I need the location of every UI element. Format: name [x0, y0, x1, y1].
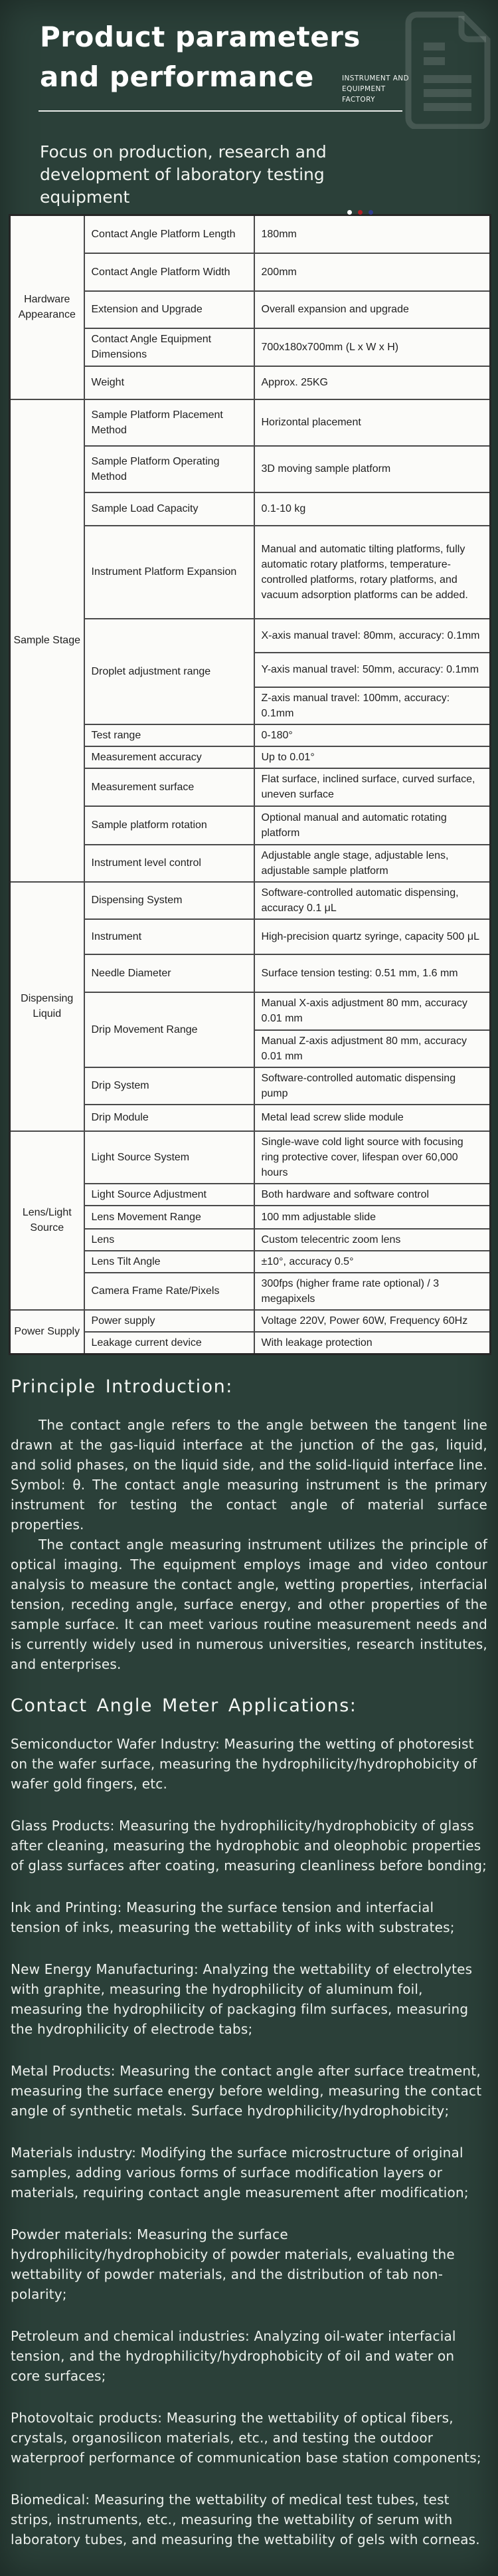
spec-value-cell: With leakage protection: [254, 1332, 491, 1354]
application-item: Petroleum and chemical industries: Analyzing oil-water interfacial tension, and the hydrophilicity/hydrophobicity of oil and water on core surfaces;: [11, 2327, 456, 2384]
spec-value-cell: Z-axis manual travel: 100mm, accuracy: 0.1mm: [254, 687, 491, 724]
principle-heading: Principle Introduction:: [11, 1376, 233, 1397]
spec-param-cell: Measurement accuracy: [84, 746, 254, 768]
spec-row: [10, 1310, 491, 1332]
spec-value-cell: 200mm: [254, 253, 491, 291]
spec-param-cell: Light Source System: [84, 1131, 254, 1184]
application-item: Semiconductor Wafer Industry: Measuring the wetting of photoresist on the wafer surface, measuring the hydrophilicity/hydrophobicity of wafer gold fingers, etc.: [11, 1735, 477, 1792]
page-title-line1: Product parameters: [40, 21, 361, 53]
application-item: Powder materials: Measuring the surface hydrophilicity/hydrophobicity of powder materials, evaluating the wettability of powder materials, and the distribution of tab non-polarity;: [11, 2226, 455, 2302]
spec-param-cell: Contact Angle Equipment Dimensions: [84, 328, 254, 366]
spec-param-cell: Sample Platform Operating Method: [84, 446, 254, 492]
spec-value-cell: Manual X-axis adjustment 80 mm, accuracy 0.01 mm: [254, 992, 491, 1030]
header-divider: [39, 110, 402, 112]
spec-category-cell: Dispensing Liquid: [10, 882, 84, 1131]
carousel-dot: [347, 210, 352, 215]
spec-table-body: [10, 215, 491, 1354]
spec-value-cell: High-precision quartz syringe, capacity 500 μL: [254, 919, 491, 954]
spec-category-cell: Sample Stage: [10, 399, 84, 882]
spec-value-cell: ±10°, accuracy 0.5°: [254, 1251, 491, 1273]
spec-param-cell: Drip Movement Range: [84, 992, 254, 1067]
subtitle-line1: Focus on production, research and: [40, 142, 327, 161]
spec-value-cell: Y-axis manual travel: 50mm, accuracy: 0.1mm: [254, 653, 491, 687]
spec-param-cell: Power supply: [84, 1310, 254, 1332]
application-item: New Energy Manufacturing: Analyzing the wettability of electrolytes with graphite, measuring the hydrophilicity of aluminum foil, measuring the hydrophilicity of packaging film surfaces, measuring the hydrophilicity of electrode tabs;: [11, 1961, 473, 2037]
spec-param-cell: Leakage current device: [84, 1332, 254, 1354]
application-item: Ink and Printing: Measuring the surface tension and interfacial tension of inks, measuring the wettability of inks with substrates;: [11, 1899, 455, 1935]
spec-value-cell: 0-180°: [254, 724, 491, 746]
spec-param-cell: Lens Tilt Angle: [84, 1251, 254, 1273]
application-item: Photovoltaic products: Measuring the wettability of optical fibers, crystals, organosilicon materials, etc., and testing the outdoor waterproof performance of communication base station components;: [11, 2409, 481, 2466]
spec-value-cell: 100 mm adjustable slide: [254, 1206, 491, 1229]
header: [0, 0, 498, 209]
spec-category-cell: Hardware Appearance: [10, 215, 84, 399]
factory-label-line2: EQUIPMENT: [342, 85, 386, 93]
carousel-dots: [347, 210, 373, 215]
spec-row: [10, 215, 491, 253]
spec-param-cell: Dispensing System: [84, 882, 254, 919]
spec-param-cell: Needle Diameter: [84, 954, 254, 992]
spec-value-cell: X-axis manual travel: 80mm, accuracy: 0.1mm: [254, 619, 491, 653]
factory-label-line1: INSTRUMENT AND: [342, 74, 410, 82]
subtitle: [40, 141, 498, 209]
spec-param-cell: Camera Frame Rate/Pixels: [84, 1273, 254, 1310]
application-item: Metal Products: Measuring the contact angle after surface treatment, measuring the surface energy before welding, measuring the contact angle of synthetic metals. Surface hydrophilicity/hydrophobicity;: [11, 2062, 482, 2119]
subtitle-line2: development of laboratory testing: [40, 165, 325, 184]
spec-row: [10, 399, 491, 446]
applications-section: [0, 1694, 498, 2549]
spec-param-cell: Weight: [84, 366, 254, 399]
spec-value-cell: Both hardware and software control: [254, 1184, 491, 1206]
spec-param-cell: Instrument: [84, 919, 254, 954]
carousel-dot: [369, 210, 373, 215]
spec-value-cell: Metal lead screw slide module: [254, 1105, 491, 1131]
spec-value-cell: 700x180x700mm (L x W x H): [254, 328, 491, 366]
spec-value-cell: 300fps (higher frame rate optional) / 3 megapixels: [254, 1273, 491, 1310]
spec-param-cell: Light Source Adjustment: [84, 1184, 254, 1206]
spec-param-cell: Drip System: [84, 1067, 254, 1105]
application-items: [11, 1734, 487, 2549]
principle-paragraph: The contact angle measuring instrument utilizes the principle of optical imaging. The equipment employs image and video contour analysis to measure the contact angle, wetting properties, interfacial tension, receding angle, surface energy, and other properties of the sample surface. It can meet various routine measurement needs and is currently widely used in numerous universities, research institutes, and enterprises.: [11, 1536, 487, 1672]
spec-row: [10, 882, 491, 919]
page-title-line2: and performance: [40, 60, 314, 93]
spec-value-cell: 180mm: [254, 215, 491, 253]
spec-value-cell: Voltage 220V, Power 60W, Frequency 60Hz: [254, 1310, 491, 1332]
spec-value-cell: Horizontal placement: [254, 399, 491, 446]
spec-param-cell: Instrument level control: [84, 845, 254, 882]
spec-value-cell: Software-controlled automatic dispensing pump: [254, 1067, 491, 1105]
spec-value-cell: Optional manual and automatic rotating platform: [254, 806, 491, 845]
spec-param-cell: Measurement surface: [84, 768, 254, 806]
spec-value-cell: Manual and automatic tilting platforms, fully automatic rotary platforms, temperature-controlled platforms, rotary platforms, and vacuum adsorption platforms can be added.: [254, 526, 491, 619]
principle-paragraph: The contact angle refers to the angle between the tangent line drawn at the gas-liquid interface at the junction of the gas, liquid, and solid phases, on the liquid side, and the solid-liquid interface line. Symbol: θ. The contact angle measuring instrument is the primary instrument for testing the contact angle of material surface properties.: [11, 1416, 487, 1533]
spec-param-cell: Sample Load Capacity: [84, 492, 254, 526]
spec-value-cell: Adjustable angle stage, adjustable lens, adjustable sample platform: [254, 845, 491, 882]
spec-category-cell: Power Supply: [10, 1310, 84, 1354]
spec-value-cell: Up to 0.01°: [254, 746, 491, 768]
spec-row: [10, 1131, 491, 1184]
application-item: Glass Products: Measuring the hydrophilicity/hydrophobicity of glass after cleaning, measuring the hydrophobic and oleophobic properties of glass surfaces after coating, measuring cleanliness before bonding;: [11, 1817, 487, 1874]
spec-param-cell: Sample platform rotation: [84, 806, 254, 845]
spec-value-cell: Flat surface, inclined surface, curved surface, uneven surface: [254, 768, 491, 806]
document-icon: [397, 8, 497, 129]
spec-param-cell: Test range: [84, 724, 254, 746]
spec-value-cell: Software-controlled automatic dispensing, accuracy 0.1 μL: [254, 882, 491, 919]
spec-value-cell: Surface tension testing: 0.51 mm, 1.6 mm: [254, 954, 491, 992]
spec-param-cell: Extension and Upgrade: [84, 291, 254, 328]
spec-value-cell: Manual Z-axis adjustment 80 mm, accuracy 0.01 mm: [254, 1030, 491, 1067]
spec-param-cell: Contact Angle Platform Width: [84, 253, 254, 291]
spec-value-cell: 3D moving sample platform: [254, 446, 491, 492]
subtitle-line3: equipment: [40, 187, 130, 207]
spec-value-cell: 0.1-10 kg: [254, 492, 491, 526]
spec-value-cell: Overall expansion and upgrade: [254, 291, 491, 328]
spec-value-cell: Single-wave cold light source with focusing ring protective cover, lifespan over 60,000 hours: [254, 1131, 491, 1184]
application-item: Biomedical: Measuring the wettability of medical test tubes, test strips, instruments, etc., measuring the wettability of serum with laboratory tubes, and measuring the wettability of gels with corneas.: [11, 2491, 480, 2547]
factory-label-line3: FACTORY: [342, 96, 375, 104]
spec-param-cell: Sample Platform Placement Method: [84, 399, 254, 446]
spec-category-cell: Lens/Light Source: [10, 1131, 84, 1310]
principle-section: [0, 1375, 498, 1674]
factory-label: [342, 73, 409, 105]
spec-table: [9, 214, 491, 1355]
spec-param-cell: Instrument Platform Expansion: [84, 526, 254, 619]
applications-heading: Contact Angle Meter Applications:: [11, 1695, 357, 1716]
spec-param-cell: Drip Module: [84, 1105, 254, 1131]
spec-value-cell: Approx. 25KG: [254, 366, 491, 399]
spec-value-cell: Custom telecentric zoom lens: [254, 1229, 491, 1251]
spec-param-cell: Lens Movement Range: [84, 1206, 254, 1229]
spec-param-cell: Droplet adjustment range: [84, 619, 254, 724]
spec-param-cell: Lens: [84, 1229, 254, 1251]
carousel-dot: [358, 210, 363, 215]
principle-paragraphs: [11, 1415, 487, 1674]
application-item: Materials industry: Modifying the surface microstructure of original samples, adding various forms of surface modification layers or materials, requiring contact angle measurement after modification;: [11, 2144, 469, 2200]
spec-param-cell: Contact Angle Platform Length: [84, 215, 254, 253]
